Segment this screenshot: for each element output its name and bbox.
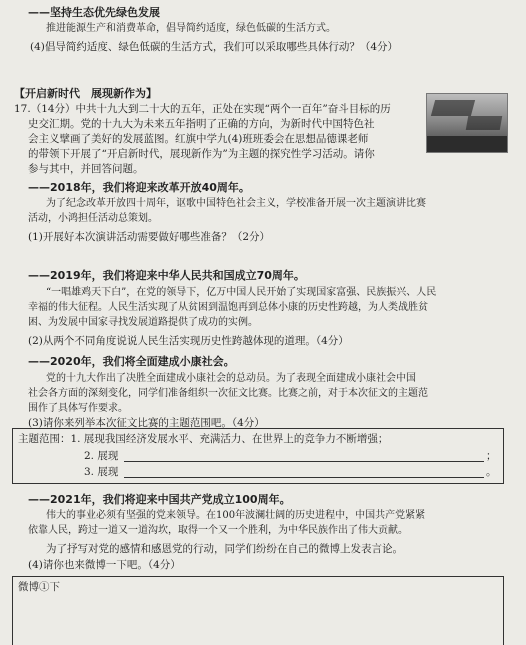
weibo-answer-box[interactable] — [12, 576, 504, 645]
text-2019-line-2: 幸福的伟大征程。人民生活实现了从贫困到温饱再到总体小康的历史性跨越，为人类战胜贫 — [28, 302, 428, 313]
text-2021-line-3: 为了抒写对党的感情和感恩党的行动，同学们纷纷在自己的微博上发表言论。 — [46, 543, 403, 555]
text-2019-line-3: 困、为发展中国家寻找发展道路提供了成功的实例。 — [28, 317, 258, 328]
text-2021-line-1: 伟大的事业必须有坚强的党来领导。在100年波澜壮阔的历史进程中，中国共产党紧紧 — [46, 510, 426, 521]
theme-range-line-2-label: 2. 展现 — [84, 450, 119, 462]
theme-range-line-2-end: ； — [486, 450, 497, 462]
question-1: (1)开展好本次演讲活动需要做好哪些准备？（2分） — [28, 231, 271, 243]
intro-line-5: 参与其中，并回答问题。 — [28, 163, 144, 175]
theme-range-line-1: 主题范围：1. 展现我国经济发展水平、充满活力、在世界上的竞争力不断增强； — [18, 433, 389, 445]
question-4-top: (4)倡导简约适度、绿色低碳的生活方式，我们可以采取哪些具体行动？（4分） — [30, 41, 399, 53]
ecology-text: 推进能源生产和消费革命，倡导简约适度，绿色低碳的生活方式。 — [46, 23, 336, 34]
intro-line-3: 会主义擘画了美好的发展蓝图。红旗中学九(4)班班委会在思想品德课老师 — [28, 133, 369, 145]
intro-line-1: 17.（14分）中共十九大到二十大的五年，正处在实现“两个一百年”奋斗目标的历 — [14, 103, 391, 115]
theme-seal-image — [426, 93, 508, 153]
heading-2021: ——2021年，我们将迎来中国共产党成立100周年。 — [28, 493, 291, 506]
question-2: (2)从两个不同角度说说人民生活实现历史性跨越体现的道理。（4分） — [28, 335, 349, 347]
intro-line-4: 的带领下开展了“开启新时代，展现新作为”为主题的探究性学习活动。请你 — [28, 148, 375, 160]
text-2020-line-1: 党的十九大作出了决胜全面建成小康社会的总动员。为了表现全面建成小康社会中国 — [46, 373, 416, 384]
heading-2018: ——2018年，我们将迎来改革开放40周年。 — [28, 181, 250, 194]
heading-2019: ——2019年，我们将迎来中华人民共和国成立70周年。 — [28, 269, 305, 282]
intro-line-2: 史交汇期。党的十九大为未来五年指明了正确的方向，为新时代中国特色社 — [28, 118, 375, 130]
text-2019-line-1: “一唱雄鸡天下白”，在党的领导下，亿万中国人民开始了实现国家富强、民族振兴、人民 — [46, 287, 437, 298]
text-2018-line-2: 活动，小鸿担任活动总策划。 — [28, 213, 158, 224]
weibo-label: 微博①下 — [18, 581, 60, 593]
theme-range-line-3-label: 3. 展现 — [84, 466, 119, 478]
text-2021-line-2: 依靠人民，跨过一道又一道沟坎，取得一个又一个胜利，为中华民族作出了伟大贡献。 — [28, 525, 408, 536]
text-2020-line-2: 社会各方面的深刻变化，同学们准备组织一次征文比赛。比赛之前，对于本次征文的主题范 — [28, 388, 428, 399]
text-2020-line-3: 围作了具体写作要求。 — [28, 403, 128, 414]
heading-2020: ——2020年，我们将全面建成小康社会。 — [28, 355, 235, 368]
question-4: (4)请你也来微博一下吧。（4分） — [28, 559, 181, 571]
theme-range-line-3-end: 。 — [486, 466, 497, 478]
answer-blank-2[interactable] — [124, 461, 484, 462]
question-3: (3)请你来列举本次征文比赛的主题范围吧。（4分） — [28, 417, 265, 429]
answer-blank-3[interactable] — [124, 477, 484, 478]
section-title: 【开启新时代 展现新作为】 — [14, 87, 157, 100]
heading-ecology: ——坚持生态优先绿色发展 — [28, 6, 160, 19]
text-2018-line-1: 为了纪念改革开放四十周年，讴歌中国特色社会主义，学校准备开展一次主题演讲比赛 — [46, 198, 426, 209]
